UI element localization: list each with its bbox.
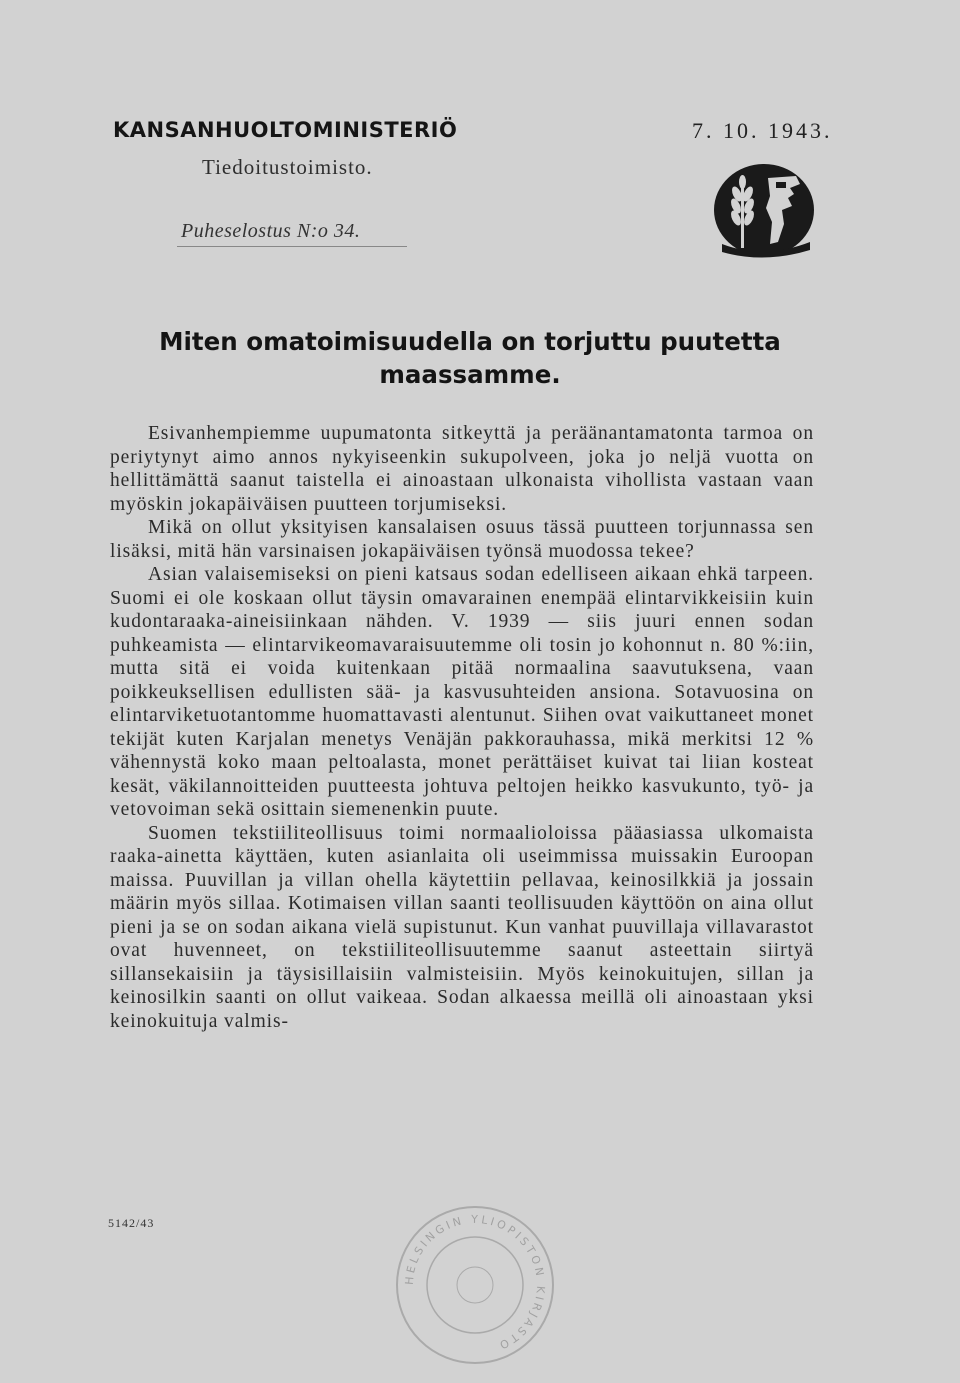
title-line-1: Miten omatoimisuudella on torjuttu puutetta [159, 327, 781, 356]
ministry-name: KANSANHUOLTOMINISTERIÖ [113, 118, 458, 142]
title-line-2: maassamme. [379, 360, 561, 389]
wheat-and-figure-emblem-icon [712, 164, 820, 260]
speech-number-underline [177, 246, 407, 247]
library-circular-stamp-icon [390, 1200, 560, 1370]
paragraph: Mikä on ollut yksityisen kansalaisen osuus tässä puutteen torjunnassa sen lisäksi, mitä hän varsinaisen jokapäiväisen työnsä muodossa tekee? [110, 517, 814, 562]
document-title [110, 325, 830, 391]
speech-number: Puheselostus N:o 34. [181, 220, 361, 242]
document-date: 7. 10. 1943. [692, 118, 833, 143]
svg-text:HELSINGIN YLIOPISTON KIRJASTO [403, 1213, 547, 1353]
stamp-text: HELSINGIN YLIOPISTON KIRJASTO [402, 1212, 548, 1353]
paragraph: Asian valaisemiseksi on pieni katsaus sodan edelliseen aikaan ehkä tarpeen. Suomi ei ole koskaan ollut täysin omavarainen enempää elintarvikkeisiin kuin kudontaraaka-aineisiinkaan nähden. V. 1939 — siis juuri ennen sodan puhkeamista — elintarvikeomavaraisuutemme oli tosin jo kohonnut n. 80 %:iin, mutta sitä ei voida kuitenkaan pitää normaalina saavutuksena, vaan poikkeuksellisen edullisten sää- ja kasvusuhteiden ansiona. Sotavuosina on elintarviketuotantomme huomattavasti alentunut. Siihen ovat vaikuttaneet monet tekijät kuten Karjalan menetys Venäjän pakkorauhassa, mikä merkitsi 12 % vähennystä koko maan peltoalasta, monet perättäiset kuivat tai liian kosteat kesät, väkilannoitteiden puutteesta johtuva peltojen heikko kasvukunto, työ- ja vetovoiman sekä osittain siemenenkin puute. [110, 564, 814, 820]
body-text [110, 422, 814, 1033]
paragraph: Esivanhempiemme uupumatonta sitkeyttä ja peräänantamatonta tarmoa on periytynyt aimo annos nykyiseenkin sukupolveen, joka jo neljä vuotta on hellittämättä saanut taistella ei ainoastaan ulkonaista vihollista vastaan vaan myöskin jokapäiväisen puutteen torjumiseksi. [110, 423, 814, 515]
footer-code: 5142/43 [108, 1216, 155, 1230]
office-name: Tiedoitustoimisto. [202, 155, 373, 179]
paragraph: Suomen tekstiiliteollisuus toimi normaalioloissa pääasiassa ulkomaista raaka-ainetta käyttäen, kuten asianlaita oli useimmissa muissakin Euroopan maissa. Puuvillan ja villan ohella käytettiin pellavaa, keinosilkkiä ja jossain määrin myös sillaa. Kotimaisen villan saanti teollisuuden käyttöön on aina ollut pieni ja se on sodan aikana vielä supistunut. Kun vanhat puuvillaja villavarastot ovat huvenneet, on tekstiiliteollisuutemme saanut asteettain siirtyä sillansekaisiin ja täysisillaisiin valmisteisiin. Myös keinokuitujen, sillan ja keinosilkin saanti on ollut vaikeaa. Sodan alkaessa meillä oli ainoastaan yksi keinokuituja valmis- [110, 822, 814, 1032]
